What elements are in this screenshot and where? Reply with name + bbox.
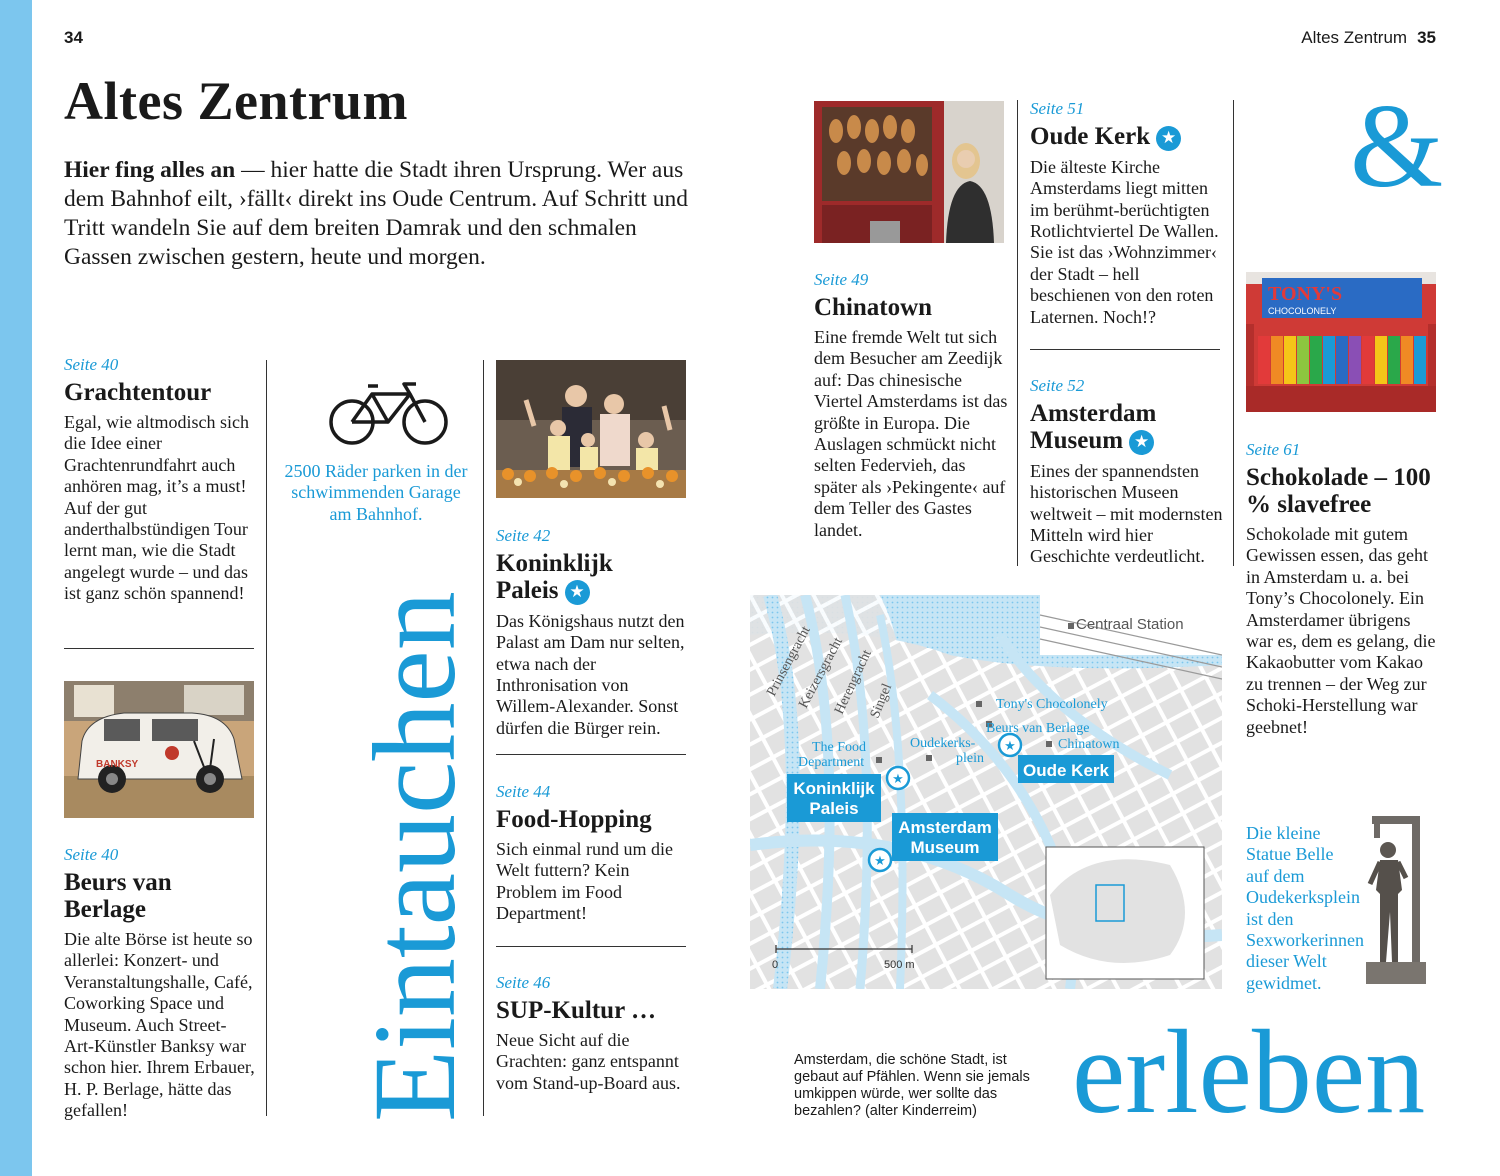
entry-food-hopping xyxy=(496,782,688,925)
running-head xyxy=(1301,28,1436,48)
city-map-svg xyxy=(750,595,1222,989)
map-star-paleis: ★ xyxy=(892,772,904,787)
banksy-car-text: BANKSY xyxy=(96,759,139,770)
city-map xyxy=(750,595,1222,989)
entry-title: Schokolade – 100 % slavefree xyxy=(1246,464,1431,518)
childrens-rhyme-quote: Amsterdam, die schöne Stadt, ist gebaut auf Pfählen. Wenn sie jemals umkippen würde, wer sollte das bezahlen? (alter Kinderreim) xyxy=(794,1052,1030,1119)
column-rule xyxy=(483,360,484,1116)
entry-title: Chinatown xyxy=(814,294,933,321)
tonys-sub-text: CHOCOLONELY xyxy=(1268,306,1337,316)
map-box-paleis-2: Paleis xyxy=(809,799,859,818)
column-rule xyxy=(1233,100,1234,566)
tonys-chocolonely-photo xyxy=(1246,272,1436,412)
ampersand-display: & xyxy=(1350,79,1444,212)
entry-text: Sich einmal rund um die Welt futtern? Kein Problem im Food Department! xyxy=(496,839,673,924)
star-icon: ★ xyxy=(565,580,590,605)
entry-text: Die älteste Kirche Amsterdams liegt mitten im berühmt-berüchtigten Rotlichtviertel De Wallen. Sie ist das ›Wohnzimmer‹ der Stadt – hell beschienen von den roten Laternen. Noch!? xyxy=(1030,156,1219,327)
column-rule xyxy=(1017,100,1018,566)
entry-title: Beurs van Berlage xyxy=(64,869,172,923)
entry-text: Eines der spannendsten historischen Museen weltweit – mit modernsten Mitteln wird hier Geschichte verdeutlicht. xyxy=(1030,460,1223,567)
intro-text: — hier hatte die Stadt ihren Ursprung. Wer aus dem Bahnhof eilt, ›fällt‹ direkt ins Oude Centrum. Auf Schritt und Tritt wandeln Sie auf dem breiten Damrak und den schmalen Gassen zwischen gestern, heute und morgen. xyxy=(64,157,688,270)
divider xyxy=(496,946,686,947)
chinatown-illustration xyxy=(814,101,1004,243)
entry-page-ref: Seite 52 xyxy=(1030,376,1085,395)
divider xyxy=(496,754,686,755)
entry-title-wrap xyxy=(1030,400,1180,455)
entry-page-ref: Seite 51 xyxy=(1030,99,1085,118)
map-label-oudekerksplein-2: plein xyxy=(956,751,984,766)
map-scale-start: 0 xyxy=(772,959,779,971)
entry-chinatown xyxy=(814,270,1008,541)
map-label-tonys: Tony's Chocolonely xyxy=(996,697,1108,712)
entry-amsterdam-museum xyxy=(1030,376,1224,568)
entry-page-ref: Seite 46 xyxy=(496,973,551,992)
map-label-centraal: Centraal Station xyxy=(1076,616,1184,633)
map-scale-end: 500 m xyxy=(884,959,915,971)
belle-caption: Die kleine Statue Belle auf dem Oudekerksplein ist den Sexworkerinnen dieser Welt gewidmet. xyxy=(1246,823,1364,993)
entry-oude-kerk xyxy=(1030,99,1220,328)
page-number-left: 34 xyxy=(64,28,83,47)
map-label-oudekerksplein-1: Oudekerks- xyxy=(910,736,976,751)
bicycle-icon xyxy=(328,380,450,448)
column-rule xyxy=(266,360,267,1116)
intro-paragraph xyxy=(64,156,704,272)
running-head-title: Altes Zentrum xyxy=(1301,28,1408,47)
entry-page-ref: Seite 42 xyxy=(496,526,551,545)
banksy-car-photo xyxy=(64,681,254,818)
entry-title: Koninklijk Paleis xyxy=(496,550,613,604)
entry-title: SUP-Kultur … xyxy=(496,997,656,1024)
entry-sup-kultur xyxy=(496,973,688,1094)
entry-title: Grachtentour xyxy=(64,379,212,406)
entry-text: Neue Sicht auf die Grachten: ganz entspannt vom Stand-up-Board aus. xyxy=(496,1030,681,1093)
intro-bold: Hier fing alles an xyxy=(64,157,236,183)
entry-beurs-van-berlage xyxy=(64,845,256,1122)
map-box-paleis-1: Koninklijk xyxy=(793,779,875,798)
tonys-brand-text: TONY'S xyxy=(1268,283,1343,305)
page-number-right: 35 xyxy=(1417,28,1436,47)
map-label-chinatown: Chinatown xyxy=(1058,737,1120,752)
entry-title: Oude Kerk xyxy=(1030,123,1151,150)
map-star-museum: ★ xyxy=(874,854,886,869)
royal-family-illustration xyxy=(496,360,686,498)
map-label-beurs: Beurs van Berlage xyxy=(986,721,1090,736)
royal-family-balcony-photo xyxy=(496,360,686,498)
entry-title: Food-Hopping xyxy=(496,806,652,833)
chinatown-photo xyxy=(814,101,1004,243)
belle-statue-illustration xyxy=(1358,812,1436,990)
map-label-herengracht: Herengracht xyxy=(832,647,875,717)
map-label-singel: Singel xyxy=(867,681,896,721)
map-box-oude-kerk: Oude Kerk xyxy=(1023,761,1109,780)
page-title: Altes Zentrum xyxy=(64,71,408,131)
eintauchen-vertical-title: Eintauchen xyxy=(349,591,480,1122)
entry-text: Das Königshaus nutzt den Palast am Dam nur selten, etwa nach der Inthronisation von Willem-Alexander. Sonst dürfen die Bürger rein. xyxy=(496,610,685,738)
entry-page-ref: Seite 49 xyxy=(814,270,869,289)
erleben-display-title: erleben xyxy=(1072,1005,1426,1138)
entry-page-ref: Seite 40 xyxy=(64,845,119,864)
divider xyxy=(64,648,254,649)
entry-title-wrap xyxy=(496,550,626,605)
map-star-oude-kerk: ★ xyxy=(1004,739,1016,754)
entry-page-ref: Seite 44 xyxy=(496,782,551,801)
map-box-museum-1: Amsterdam xyxy=(898,818,992,837)
map-label-prinsengracht: Prinsengracht xyxy=(764,623,814,699)
entry-grachtentour xyxy=(64,355,256,605)
entry-text: Egal, wie altmodisch sich die Idee einer Grachtenrundfahrt auch anhören mag, it’s a must! Auf der gut anderthalbstündigen Tour lernt man, wie die Stadt angelegt wurde – und das ist ganz schön spannend! xyxy=(64,412,249,604)
banksy-car-illustration xyxy=(64,681,254,818)
entry-page-ref: Seite 40 xyxy=(64,355,119,374)
star-icon: ★ xyxy=(1129,430,1154,455)
entry-text: Eine fremde Welt tut sich dem Besucher am Zeedijk auf: Das chinesische Viertel Amsterdams ist das größte in Europa. Die Auslagen schmückt nicht selten Federvieh, das später als ›Pekingente‹ auf dem Teller des Gastes landet. xyxy=(814,327,1008,540)
bike-caption: 2500 Räder parken in der schwimmenden Garage am Bahnhof. xyxy=(284,461,468,524)
star-icon: ★ xyxy=(1156,126,1181,151)
divider xyxy=(1030,349,1220,350)
map-label-food-2: Department xyxy=(798,755,865,770)
entry-title: Amsterdam Museum xyxy=(1030,400,1157,454)
entry-page-ref: Seite 61 xyxy=(1246,440,1301,459)
entry-text: Schokolade mit gutem Gewissen essen, das geht in Amsterdam u. a. bei Tony’s Chocolonely. Ein Amsterdamer übrigens war es, dem es gelang, die Kakaobutter vom Kakao zu trennen – der Weg zur Schoki-Herstellung war geebnet! xyxy=(1246,524,1436,737)
map-box-museum-2: Museum xyxy=(910,838,980,857)
tonys-display-illustration xyxy=(1246,272,1436,412)
map-label-keizersgracht: Keizersgracht xyxy=(796,635,847,711)
entry-schokolade xyxy=(1246,440,1440,738)
entry-title-wrap xyxy=(1030,123,1220,151)
map-label-food-1: The Food xyxy=(812,740,867,755)
entry-text: Die alte Börse ist heute so allerlei: Konzert- und Veranstaltungshalle, Café, Coworking Space und Museum. Auch Street-Art-Künstler Banksy war schon hier. Ihrem Erbauer, H. P. Berlage, hätte das gefallen! xyxy=(64,929,255,1121)
page-edge-strip xyxy=(0,0,32,1176)
entry-koninklijk-paleis xyxy=(496,526,688,739)
